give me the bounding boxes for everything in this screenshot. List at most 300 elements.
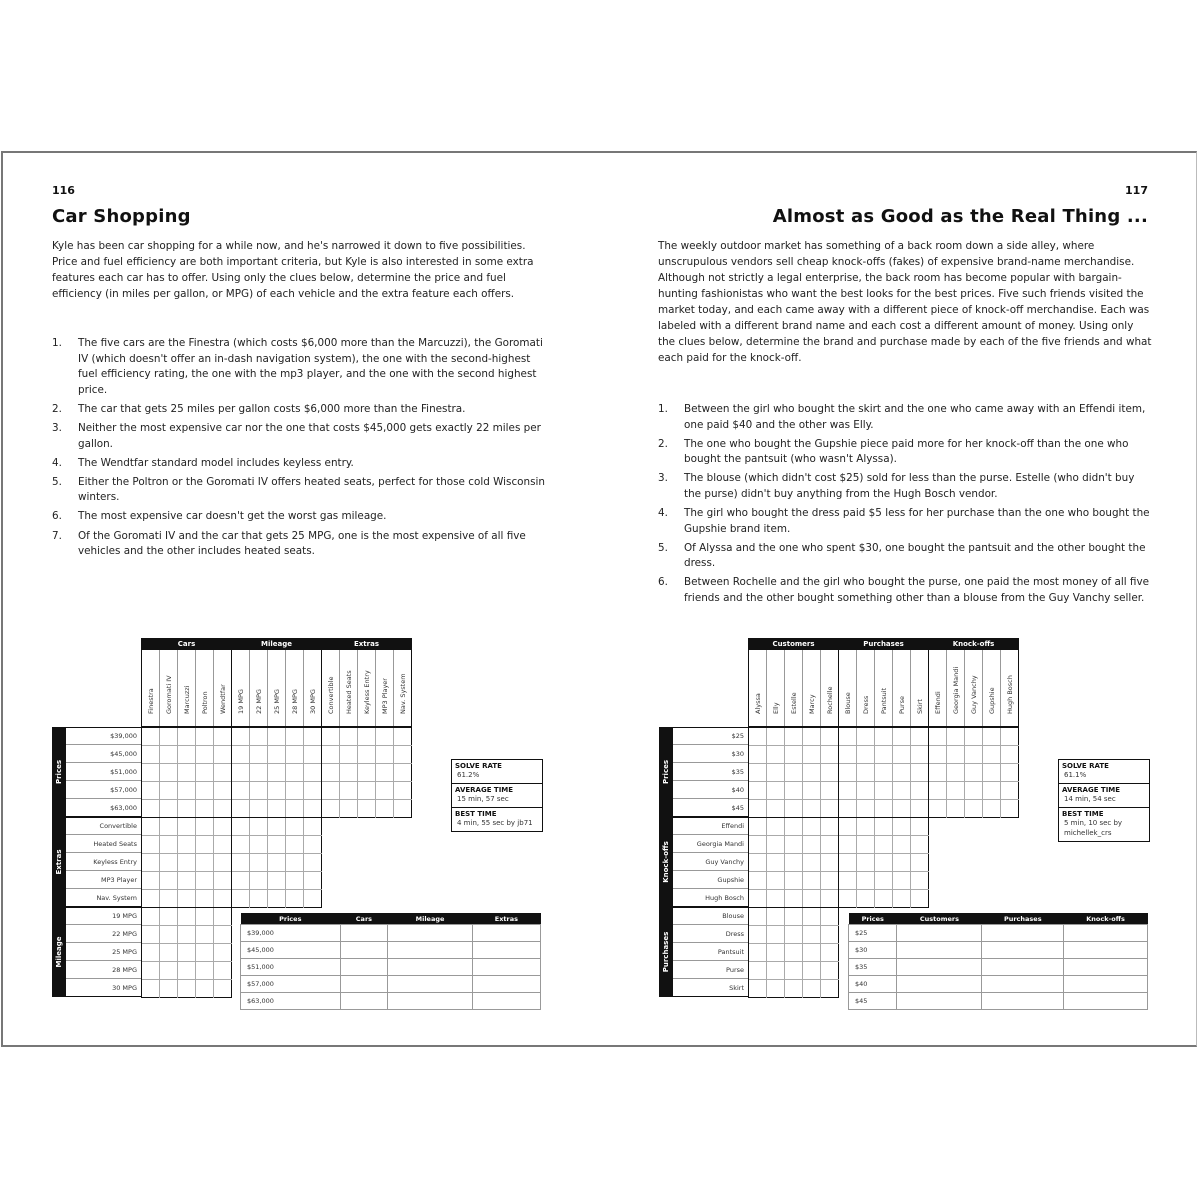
grid-cell[interactable] (875, 764, 893, 782)
grid-cell[interactable] (911, 872, 929, 890)
grid-cell[interactable] (286, 800, 304, 818)
answer-cell[interactable] (340, 925, 388, 942)
grid-cell[interactable] (196, 872, 214, 890)
grid-cell[interactable] (821, 980, 839, 998)
grid-cell[interactable] (803, 764, 821, 782)
answer-cell[interactable] (1064, 976, 1148, 993)
grid-cell[interactable] (821, 818, 839, 836)
grid-cell[interactable] (214, 944, 232, 962)
grid-cell[interactable] (965, 728, 983, 746)
grid-cell[interactable] (875, 890, 893, 908)
grid-cell[interactable] (749, 908, 767, 926)
grid-cell[interactable] (785, 980, 803, 998)
grid-cell[interactable] (196, 764, 214, 782)
answer-cell[interactable] (1064, 942, 1148, 959)
grid-cell[interactable] (911, 728, 929, 746)
grid-cell[interactable] (821, 926, 839, 944)
grid-cell[interactable] (178, 854, 196, 872)
grid-cell[interactable] (304, 836, 322, 854)
grid-cell[interactable] (965, 746, 983, 764)
grid-cell[interactable] (785, 764, 803, 782)
grid-cell[interactable] (142, 980, 160, 998)
grid-cell[interactable] (196, 818, 214, 836)
grid-cell[interactable] (322, 782, 340, 800)
grid-cell[interactable] (286, 854, 304, 872)
grid-cell[interactable] (803, 944, 821, 962)
grid-cell[interactable] (803, 836, 821, 854)
grid-cell[interactable] (767, 800, 785, 818)
grid-cell[interactable] (929, 800, 947, 818)
grid-cell[interactable] (821, 890, 839, 908)
grid-cell[interactable] (160, 980, 178, 998)
answer-cell[interactable] (472, 993, 540, 1010)
grid-cell[interactable] (857, 746, 875, 764)
grid-cell[interactable] (821, 962, 839, 980)
grid-cell[interactable] (857, 872, 875, 890)
grid-cell[interactable] (322, 800, 340, 818)
grid-cell[interactable] (160, 908, 178, 926)
grid-cell[interactable] (893, 800, 911, 818)
grid-cell[interactable] (911, 800, 929, 818)
grid-cell[interactable] (749, 746, 767, 764)
grid-cell[interactable] (160, 782, 178, 800)
grid-cell[interactable] (214, 872, 232, 890)
answer-cell[interactable] (340, 993, 388, 1010)
grid-cell[interactable] (178, 728, 196, 746)
grid-cell[interactable] (160, 728, 178, 746)
grid-cell[interactable] (767, 764, 785, 782)
grid-cell[interactable] (785, 872, 803, 890)
grid-cell[interactable] (160, 854, 178, 872)
grid-cell[interactable] (839, 872, 857, 890)
grid-cell[interactable] (358, 782, 376, 800)
answer-cell[interactable] (897, 942, 982, 959)
grid-cell[interactable] (839, 854, 857, 872)
grid-cell[interactable] (304, 818, 322, 836)
grid-cell[interactable] (376, 782, 394, 800)
grid-cell[interactable] (749, 836, 767, 854)
grid-cell[interactable] (250, 728, 268, 746)
grid-cell[interactable] (893, 854, 911, 872)
grid-cell[interactable] (376, 800, 394, 818)
grid-cell[interactable] (196, 800, 214, 818)
grid-cell[interactable] (232, 872, 250, 890)
grid-cell[interactable] (268, 872, 286, 890)
grid-cell[interactable] (875, 836, 893, 854)
grid-cell[interactable] (250, 818, 268, 836)
grid-cell[interactable] (160, 800, 178, 818)
grid-cell[interactable] (214, 908, 232, 926)
grid-cell[interactable] (268, 818, 286, 836)
grid-cell[interactable] (160, 926, 178, 944)
answer-cell[interactable] (897, 976, 982, 993)
grid-cell[interactable] (142, 926, 160, 944)
grid-cell[interactable] (893, 818, 911, 836)
grid-cell[interactable] (196, 908, 214, 926)
grid-cell[interactable] (803, 890, 821, 908)
grid-cell[interactable] (322, 764, 340, 782)
answer-cell[interactable] (982, 993, 1064, 1010)
grid-cell[interactable] (839, 782, 857, 800)
grid-cell[interactable] (178, 800, 196, 818)
grid-cell[interactable] (250, 836, 268, 854)
grid-cell[interactable] (839, 746, 857, 764)
grid-cell[interactable] (142, 872, 160, 890)
grid-cell[interactable] (340, 764, 358, 782)
grid-cell[interactable] (394, 728, 412, 746)
grid-cell[interactable] (821, 908, 839, 926)
grid-cell[interactable] (767, 926, 785, 944)
grid-cell[interactable] (785, 854, 803, 872)
grid-cell[interactable] (268, 836, 286, 854)
answer-cell[interactable] (472, 959, 540, 976)
grid-cell[interactable] (142, 728, 160, 746)
grid-cell[interactable] (821, 944, 839, 962)
grid-cell[interactable] (142, 854, 160, 872)
grid-cell[interactable] (929, 782, 947, 800)
grid-cell[interactable] (929, 764, 947, 782)
grid-cell[interactable] (304, 728, 322, 746)
answer-cell[interactable] (1064, 993, 1148, 1010)
grid-cell[interactable] (749, 764, 767, 782)
grid-cell[interactable] (340, 746, 358, 764)
grid-cell[interactable] (358, 764, 376, 782)
grid-cell[interactable] (785, 926, 803, 944)
grid-cell[interactable] (250, 854, 268, 872)
grid-cell[interactable] (947, 764, 965, 782)
grid-cell[interactable] (893, 764, 911, 782)
grid-cell[interactable] (268, 854, 286, 872)
grid-cell[interactable] (767, 836, 785, 854)
grid-cell[interactable] (803, 782, 821, 800)
grid-cell[interactable] (821, 764, 839, 782)
grid-cell[interactable] (286, 746, 304, 764)
grid-cell[interactable] (178, 908, 196, 926)
answer-cell[interactable] (982, 959, 1064, 976)
grid-cell[interactable] (376, 746, 394, 764)
grid-cell[interactable] (1001, 782, 1019, 800)
grid-cell[interactable] (785, 800, 803, 818)
grid-cell[interactable] (214, 836, 232, 854)
grid-cell[interactable] (749, 890, 767, 908)
grid-cell[interactable] (749, 728, 767, 746)
grid-cell[interactable] (340, 782, 358, 800)
grid-cell[interactable] (196, 890, 214, 908)
grid-cell[interactable] (214, 800, 232, 818)
grid-cell[interactable] (821, 800, 839, 818)
grid-cell[interactable] (875, 746, 893, 764)
grid-cell[interactable] (178, 836, 196, 854)
grid-cell[interactable] (394, 800, 412, 818)
grid-cell[interactable] (857, 728, 875, 746)
grid-cell[interactable] (232, 836, 250, 854)
grid-cell[interactable] (178, 944, 196, 962)
grid-cell[interactable] (767, 944, 785, 962)
grid-cell[interactable] (160, 764, 178, 782)
grid-cell[interactable] (286, 728, 304, 746)
grid-cell[interactable] (214, 890, 232, 908)
grid-cell[interactable] (196, 854, 214, 872)
grid-cell[interactable] (803, 728, 821, 746)
grid-cell[interactable] (196, 962, 214, 980)
grid-cell[interactable] (911, 764, 929, 782)
grid-cell[interactable] (178, 980, 196, 998)
grid-cell[interactable] (160, 836, 178, 854)
grid-cell[interactable] (803, 962, 821, 980)
answer-cell[interactable] (472, 942, 540, 959)
grid-cell[interactable] (767, 782, 785, 800)
grid-cell[interactable] (250, 764, 268, 782)
grid-cell[interactable] (160, 872, 178, 890)
grid-cell[interactable] (250, 782, 268, 800)
grid-cell[interactable] (142, 836, 160, 854)
grid-cell[interactable] (232, 890, 250, 908)
grid-cell[interactable] (214, 746, 232, 764)
grid-cell[interactable] (749, 944, 767, 962)
grid-cell[interactable] (911, 782, 929, 800)
grid-cell[interactable] (893, 872, 911, 890)
grid-cell[interactable] (983, 728, 1001, 746)
grid-cell[interactable] (268, 890, 286, 908)
grid-cell[interactable] (214, 728, 232, 746)
grid-cell[interactable] (142, 944, 160, 962)
grid-cell[interactable] (893, 782, 911, 800)
grid-cell[interactable] (839, 818, 857, 836)
grid-cell[interactable] (785, 818, 803, 836)
grid-cell[interactable] (196, 836, 214, 854)
grid-cell[interactable] (214, 980, 232, 998)
grid-cell[interactable] (749, 962, 767, 980)
answer-cell[interactable] (388, 959, 473, 976)
answer-cell[interactable] (388, 976, 473, 993)
grid-cell[interactable] (196, 926, 214, 944)
grid-cell[interactable] (911, 746, 929, 764)
grid-cell[interactable] (178, 764, 196, 782)
answer-cell[interactable] (340, 959, 388, 976)
grid-cell[interactable] (214, 854, 232, 872)
grid-cell[interactable] (785, 728, 803, 746)
answer-cell[interactable] (340, 976, 388, 993)
grid-cell[interactable] (821, 782, 839, 800)
grid-cell[interactable] (803, 818, 821, 836)
answer-cell[interactable] (1064, 925, 1148, 942)
grid-cell[interactable] (286, 818, 304, 836)
grid-cell[interactable] (232, 818, 250, 836)
grid-cell[interactable] (142, 800, 160, 818)
grid-cell[interactable] (268, 800, 286, 818)
grid-cell[interactable] (767, 728, 785, 746)
grid-cell[interactable] (965, 782, 983, 800)
grid-cell[interactable] (893, 728, 911, 746)
grid-cell[interactable] (875, 800, 893, 818)
grid-cell[interactable] (839, 836, 857, 854)
grid-cell[interactable] (983, 746, 1001, 764)
grid-cell[interactable] (142, 908, 160, 926)
grid-cell[interactable] (767, 746, 785, 764)
grid-cell[interactable] (142, 818, 160, 836)
answer-cell[interactable] (897, 993, 982, 1010)
grid-cell[interactable] (893, 890, 911, 908)
grid-cell[interactable] (893, 836, 911, 854)
answer-cell[interactable] (388, 993, 473, 1010)
grid-cell[interactable] (803, 980, 821, 998)
grid-cell[interactable] (947, 728, 965, 746)
grid-cell[interactable] (1001, 746, 1019, 764)
grid-cell[interactable] (214, 818, 232, 836)
grid-cell[interactable] (394, 746, 412, 764)
grid-cell[interactable] (803, 800, 821, 818)
grid-cell[interactable] (178, 818, 196, 836)
grid-cell[interactable] (196, 746, 214, 764)
grid-cell[interactable] (749, 818, 767, 836)
grid-cell[interactable] (142, 746, 160, 764)
grid-cell[interactable] (304, 872, 322, 890)
grid-cell[interactable] (767, 980, 785, 998)
grid-cell[interactable] (142, 962, 160, 980)
grid-cell[interactable] (911, 854, 929, 872)
grid-cell[interactable] (857, 782, 875, 800)
answer-cell[interactable] (982, 942, 1064, 959)
answer-cell[interactable] (388, 942, 473, 959)
grid-cell[interactable] (178, 872, 196, 890)
grid-cell[interactable] (857, 890, 875, 908)
grid-cell[interactable] (1001, 728, 1019, 746)
grid-cell[interactable] (785, 962, 803, 980)
grid-cell[interactable] (304, 800, 322, 818)
grid-cell[interactable] (178, 782, 196, 800)
grid-cell[interactable] (1001, 800, 1019, 818)
grid-cell[interactable] (214, 962, 232, 980)
grid-cell[interactable] (857, 854, 875, 872)
grid-cell[interactable] (785, 746, 803, 764)
grid-cell[interactable] (767, 890, 785, 908)
answer-cell[interactable] (472, 925, 540, 942)
answer-cell[interactable] (472, 976, 540, 993)
grid-cell[interactable] (749, 980, 767, 998)
grid-cell[interactable] (268, 746, 286, 764)
answer-cell[interactable] (340, 942, 388, 959)
grid-cell[interactable] (947, 800, 965, 818)
grid-cell[interactable] (340, 728, 358, 746)
grid-cell[interactable] (268, 764, 286, 782)
grid-cell[interactable] (821, 872, 839, 890)
grid-cell[interactable] (250, 800, 268, 818)
grid-cell[interactable] (196, 728, 214, 746)
grid-cell[interactable] (358, 746, 376, 764)
grid-cell[interactable] (929, 746, 947, 764)
grid-cell[interactable] (911, 836, 929, 854)
grid-cell[interactable] (304, 890, 322, 908)
grid-cell[interactable] (803, 926, 821, 944)
grid-cell[interactable] (232, 854, 250, 872)
grid-cell[interactable] (947, 782, 965, 800)
grid-cell[interactable] (749, 926, 767, 944)
grid-cell[interactable] (358, 800, 376, 818)
grid-cell[interactable] (196, 944, 214, 962)
grid-cell[interactable] (1001, 764, 1019, 782)
grid-cell[interactable] (286, 782, 304, 800)
grid-cell[interactable] (767, 818, 785, 836)
grid-cell[interactable] (983, 764, 1001, 782)
grid-cell[interactable] (983, 800, 1001, 818)
grid-cell[interactable] (376, 728, 394, 746)
grid-cell[interactable] (767, 854, 785, 872)
grid-cell[interactable] (857, 800, 875, 818)
grid-cell[interactable] (803, 872, 821, 890)
grid-cell[interactable] (160, 962, 178, 980)
grid-cell[interactable] (983, 782, 1001, 800)
grid-cell[interactable] (911, 818, 929, 836)
grid-cell[interactable] (214, 782, 232, 800)
grid-cell[interactable] (875, 872, 893, 890)
grid-cell[interactable] (875, 728, 893, 746)
grid-cell[interactable] (340, 800, 358, 818)
grid-cell[interactable] (214, 764, 232, 782)
grid-cell[interactable] (286, 836, 304, 854)
answer-cell[interactable] (982, 976, 1064, 993)
grid-cell[interactable] (268, 728, 286, 746)
grid-cell[interactable] (965, 800, 983, 818)
grid-cell[interactable] (160, 746, 178, 764)
grid-cell[interactable] (749, 854, 767, 872)
grid-cell[interactable] (875, 782, 893, 800)
grid-cell[interactable] (839, 728, 857, 746)
grid-cell[interactable] (821, 746, 839, 764)
grid-cell[interactable] (250, 746, 268, 764)
grid-cell[interactable] (232, 764, 250, 782)
grid-cell[interactable] (875, 854, 893, 872)
grid-cell[interactable] (232, 728, 250, 746)
grid-cell[interactable] (929, 728, 947, 746)
grid-cell[interactable] (821, 836, 839, 854)
grid-cell[interactable] (232, 746, 250, 764)
grid-cell[interactable] (196, 782, 214, 800)
grid-cell[interactable] (749, 872, 767, 890)
grid-cell[interactable] (178, 746, 196, 764)
grid-cell[interactable] (394, 782, 412, 800)
grid-cell[interactable] (911, 890, 929, 908)
grid-cell[interactable] (857, 764, 875, 782)
grid-cell[interactable] (178, 926, 196, 944)
grid-cell[interactable] (232, 800, 250, 818)
grid-cell[interactable] (286, 872, 304, 890)
grid-cell[interactable] (821, 728, 839, 746)
grid-cell[interactable] (803, 746, 821, 764)
answer-cell[interactable] (897, 959, 982, 976)
grid-cell[interactable] (178, 962, 196, 980)
grid-cell[interactable] (857, 818, 875, 836)
grid-cell[interactable] (250, 890, 268, 908)
grid-cell[interactable] (322, 728, 340, 746)
grid-cell[interactable] (232, 782, 250, 800)
grid-cell[interactable] (286, 764, 304, 782)
grid-cell[interactable] (803, 854, 821, 872)
grid-cell[interactable] (376, 764, 394, 782)
grid-cell[interactable] (250, 872, 268, 890)
grid-cell[interactable] (142, 764, 160, 782)
grid-cell[interactable] (394, 764, 412, 782)
grid-cell[interactable] (358, 728, 376, 746)
grid-cell[interactable] (839, 764, 857, 782)
grid-cell[interactable] (304, 764, 322, 782)
grid-cell[interactable] (785, 782, 803, 800)
grid-cell[interactable] (268, 782, 286, 800)
grid-cell[interactable] (767, 908, 785, 926)
grid-cell[interactable] (322, 746, 340, 764)
grid-cell[interactable] (304, 854, 322, 872)
grid-cell[interactable] (160, 890, 178, 908)
grid-cell[interactable] (196, 980, 214, 998)
